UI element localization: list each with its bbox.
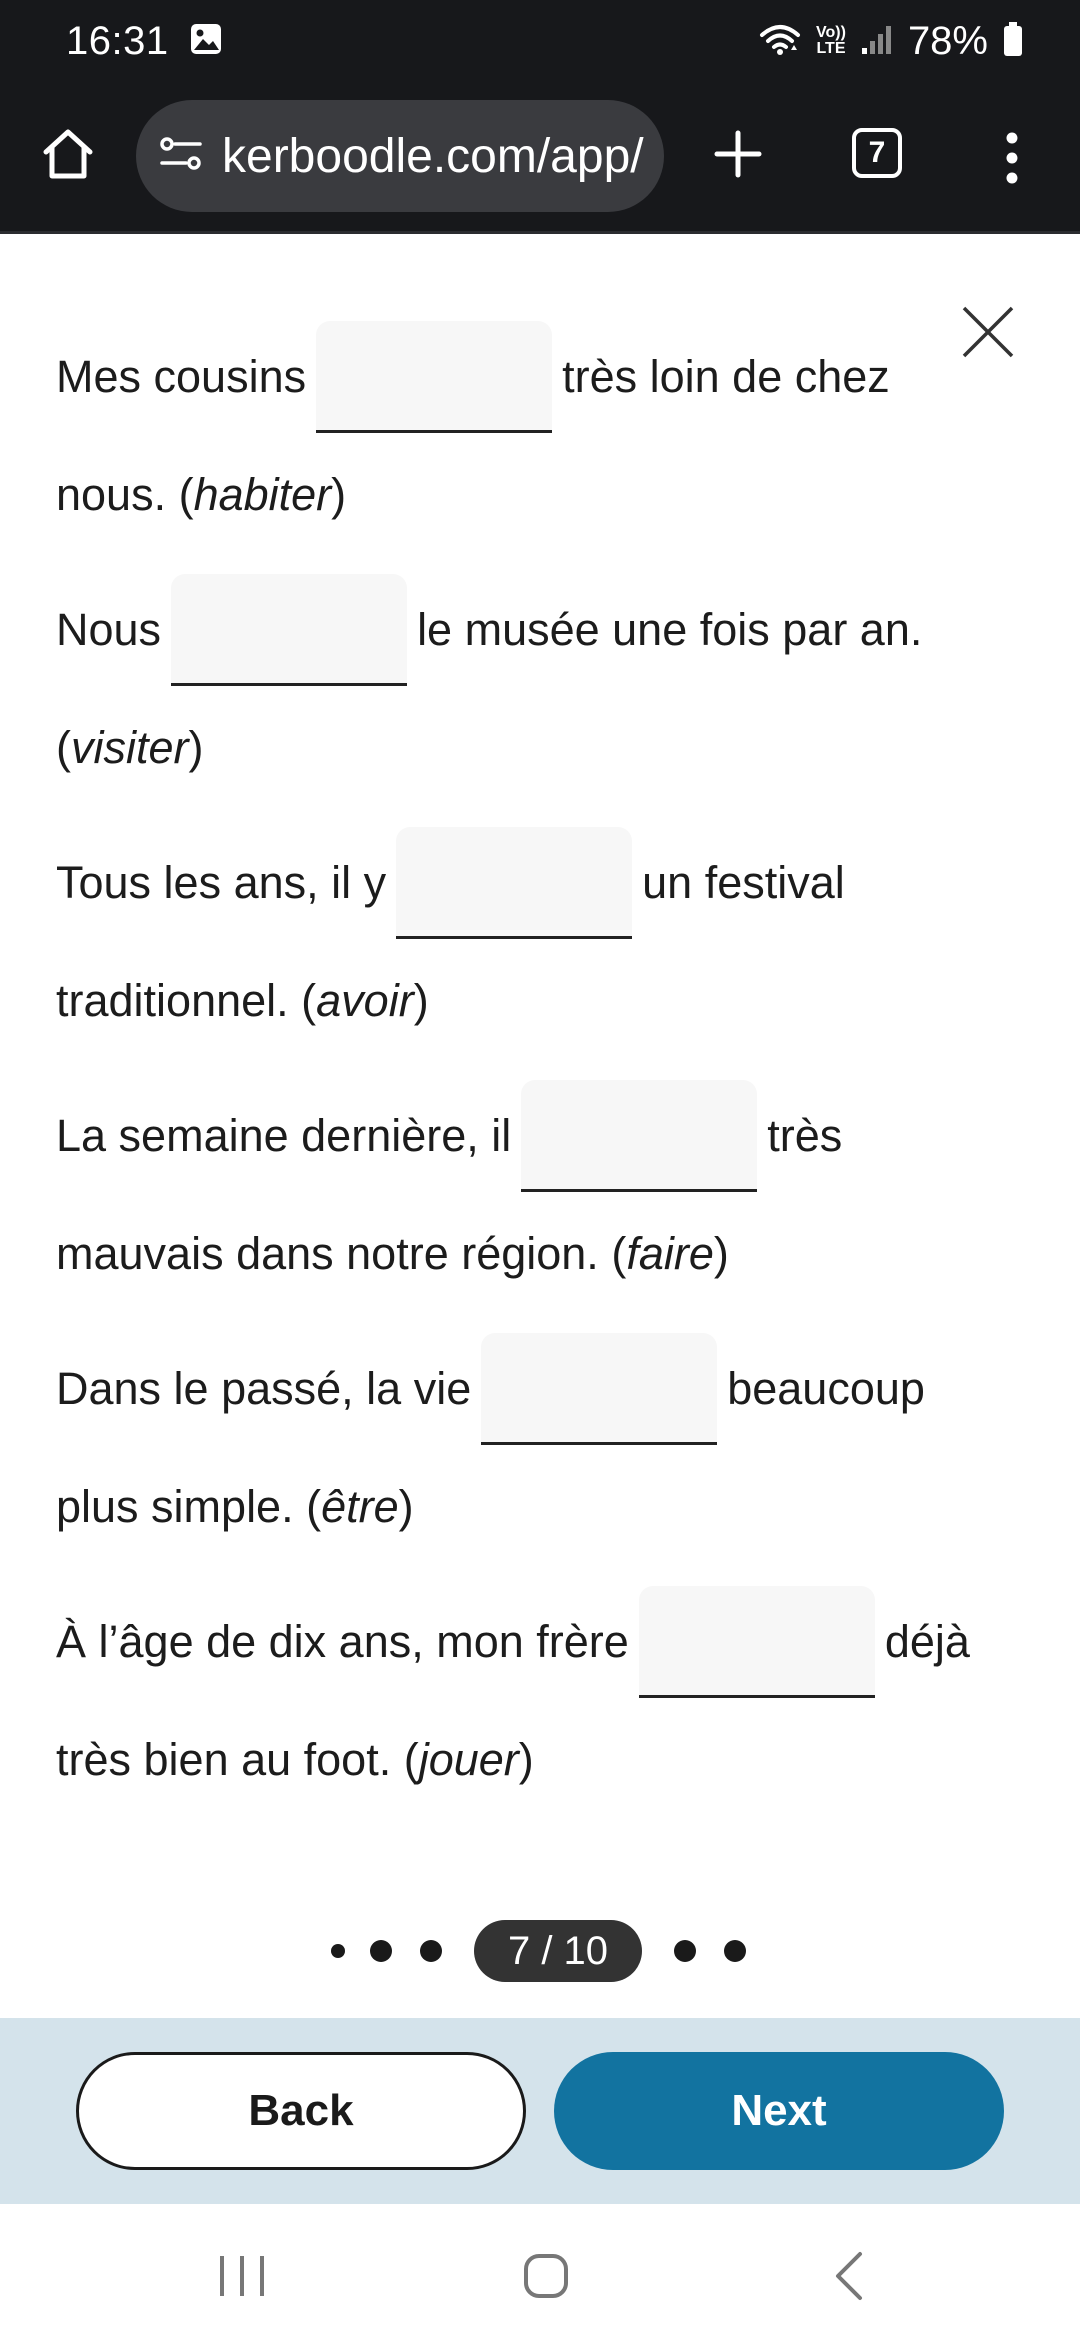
volte-icon <box>816 25 846 57</box>
system-home-button[interactable] <box>516 2246 576 2306</box>
sentence-line <box>56 1330 1016 1448</box>
battery-icon <box>1002 21 1024 62</box>
status-bar <box>0 0 1080 82</box>
sentence-5 <box>56 1330 1016 1566</box>
sentence-text: ) <box>331 469 347 520</box>
pagination-current: 7 / 10 <box>474 1920 642 1982</box>
sentence-text: déjà <box>884 1616 970 1667</box>
sentence-line <box>56 824 1016 942</box>
verb-hint: jouer <box>418 1734 519 1785</box>
sentence-line <box>56 318 1016 436</box>
sentence-text: plus simple. ( <box>56 1481 322 1532</box>
more-vert-icon <box>1002 130 1022 186</box>
answer-blank-2[interactable] <box>171 574 407 686</box>
verb-hint: habiter <box>193 469 332 520</box>
pagination-dot[interactable] <box>331 1944 345 1958</box>
signal-icon <box>860 22 894 61</box>
home-icon <box>40 126 96 182</box>
sentence-text: mauvais dans notre région. ( <box>56 1228 627 1279</box>
sentence-text: un festival <box>642 857 845 908</box>
back-chevron-icon <box>820 2246 880 2306</box>
sentence-line <box>56 1195 1016 1313</box>
sentence-4 <box>56 1077 1016 1313</box>
recents-icon <box>212 2246 272 2306</box>
system-nav-bar <box>0 2204 1080 2340</box>
sentence-line <box>56 571 1016 689</box>
pagination-dot[interactable] <box>370 1940 392 1962</box>
answer-blank-6[interactable] <box>639 1586 875 1698</box>
plus-icon <box>713 129 763 179</box>
browser-menu-button[interactable] <box>992 122 1032 194</box>
sentence-line <box>56 1448 1016 1566</box>
sentence-text: ) <box>398 1481 414 1532</box>
volte-top: Vo)) <box>816 24 846 41</box>
sentence-text: très loin de chez <box>562 351 890 402</box>
sentence-text: La semaine dernière, il <box>56 1110 512 1161</box>
sentence-text: ( <box>56 722 71 773</box>
sentence-6 <box>56 1583 1016 1819</box>
verb-hint: faire <box>626 1228 714 1279</box>
answer-blank-1[interactable] <box>316 321 552 433</box>
pagination-dot[interactable] <box>420 1940 442 1962</box>
sentence-text: ) <box>713 1228 729 1279</box>
sentence-3 <box>56 824 1016 1060</box>
sentence-text: le musée une fois par an. <box>417 604 923 655</box>
fill-in-exercise <box>56 318 1016 1836</box>
sentence-text: nous. ( <box>56 469 194 520</box>
url-text: kerboodle.com/app/ <box>222 129 644 183</box>
sentence-line <box>56 689 1016 807</box>
sentence-text: ) <box>188 722 204 773</box>
status-left <box>66 19 223 64</box>
sentence-text: traditionnel. ( <box>56 975 317 1026</box>
pagination-dot[interactable] <box>674 1940 696 1962</box>
sentence-text: très bien au foot. ( <box>56 1734 419 1785</box>
gallery-icon <box>189 22 223 61</box>
sentence-text: Mes cousins <box>56 351 307 402</box>
recents-button[interactable] <box>212 2246 272 2306</box>
sentence-text: À l’âge de dix ans, mon frère <box>56 1616 629 1667</box>
status-time: 16:31 <box>66 18 169 63</box>
sentence-2 <box>56 571 1016 807</box>
sentence-line <box>56 942 1016 1060</box>
sentence-line <box>56 1701 1016 1819</box>
answer-blank-3[interactable] <box>396 827 632 939</box>
sentence-text: Nous <box>56 604 162 655</box>
browser-toolbar <box>0 82 1080 234</box>
answer-blank-5[interactable] <box>481 1333 717 1445</box>
pagination <box>0 1920 1080 1982</box>
sentence-line <box>56 1077 1016 1195</box>
sentence-text: ) <box>518 1734 534 1785</box>
pagination-dot[interactable] <box>724 1940 746 1962</box>
back-button[interactable]: Back <box>76 2052 526 2170</box>
verb-hint: être <box>321 1481 399 1532</box>
sentence-text: Tous les ans, il y <box>56 857 387 908</box>
browser-home-button[interactable] <box>36 122 100 186</box>
sentence-text: Dans le passé, la vie <box>56 1363 472 1414</box>
verb-hint: avoir <box>316 975 414 1026</box>
wifi-icon <box>758 21 802 62</box>
tab-count: 7 <box>868 136 886 169</box>
footer-bar <box>0 2018 1080 2204</box>
new-tab-button[interactable] <box>706 122 770 186</box>
battery-percent: 78% <box>907 18 988 63</box>
sentence-line <box>56 1583 1016 1701</box>
sentence-text: beaucoup <box>727 1363 925 1414</box>
sentence-text: ) <box>413 975 429 1026</box>
home-circle-icon <box>516 2246 576 2306</box>
next-button[interactable]: Next <box>554 2052 1004 2170</box>
sentence-1 <box>56 318 1016 554</box>
volte-bottom: LTE <box>816 40 846 57</box>
site-settings-icon[interactable] <box>158 131 204 182</box>
sentence-line <box>56 436 1016 554</box>
status-right <box>758 19 1024 64</box>
address-bar[interactable] <box>136 100 664 212</box>
answer-blank-4[interactable] <box>521 1080 757 1192</box>
verb-hint: visiter <box>71 722 189 773</box>
system-back-button[interactable] <box>820 2246 880 2306</box>
tab-switcher-button[interactable] <box>852 128 902 178</box>
sentence-text: très <box>767 1110 843 1161</box>
